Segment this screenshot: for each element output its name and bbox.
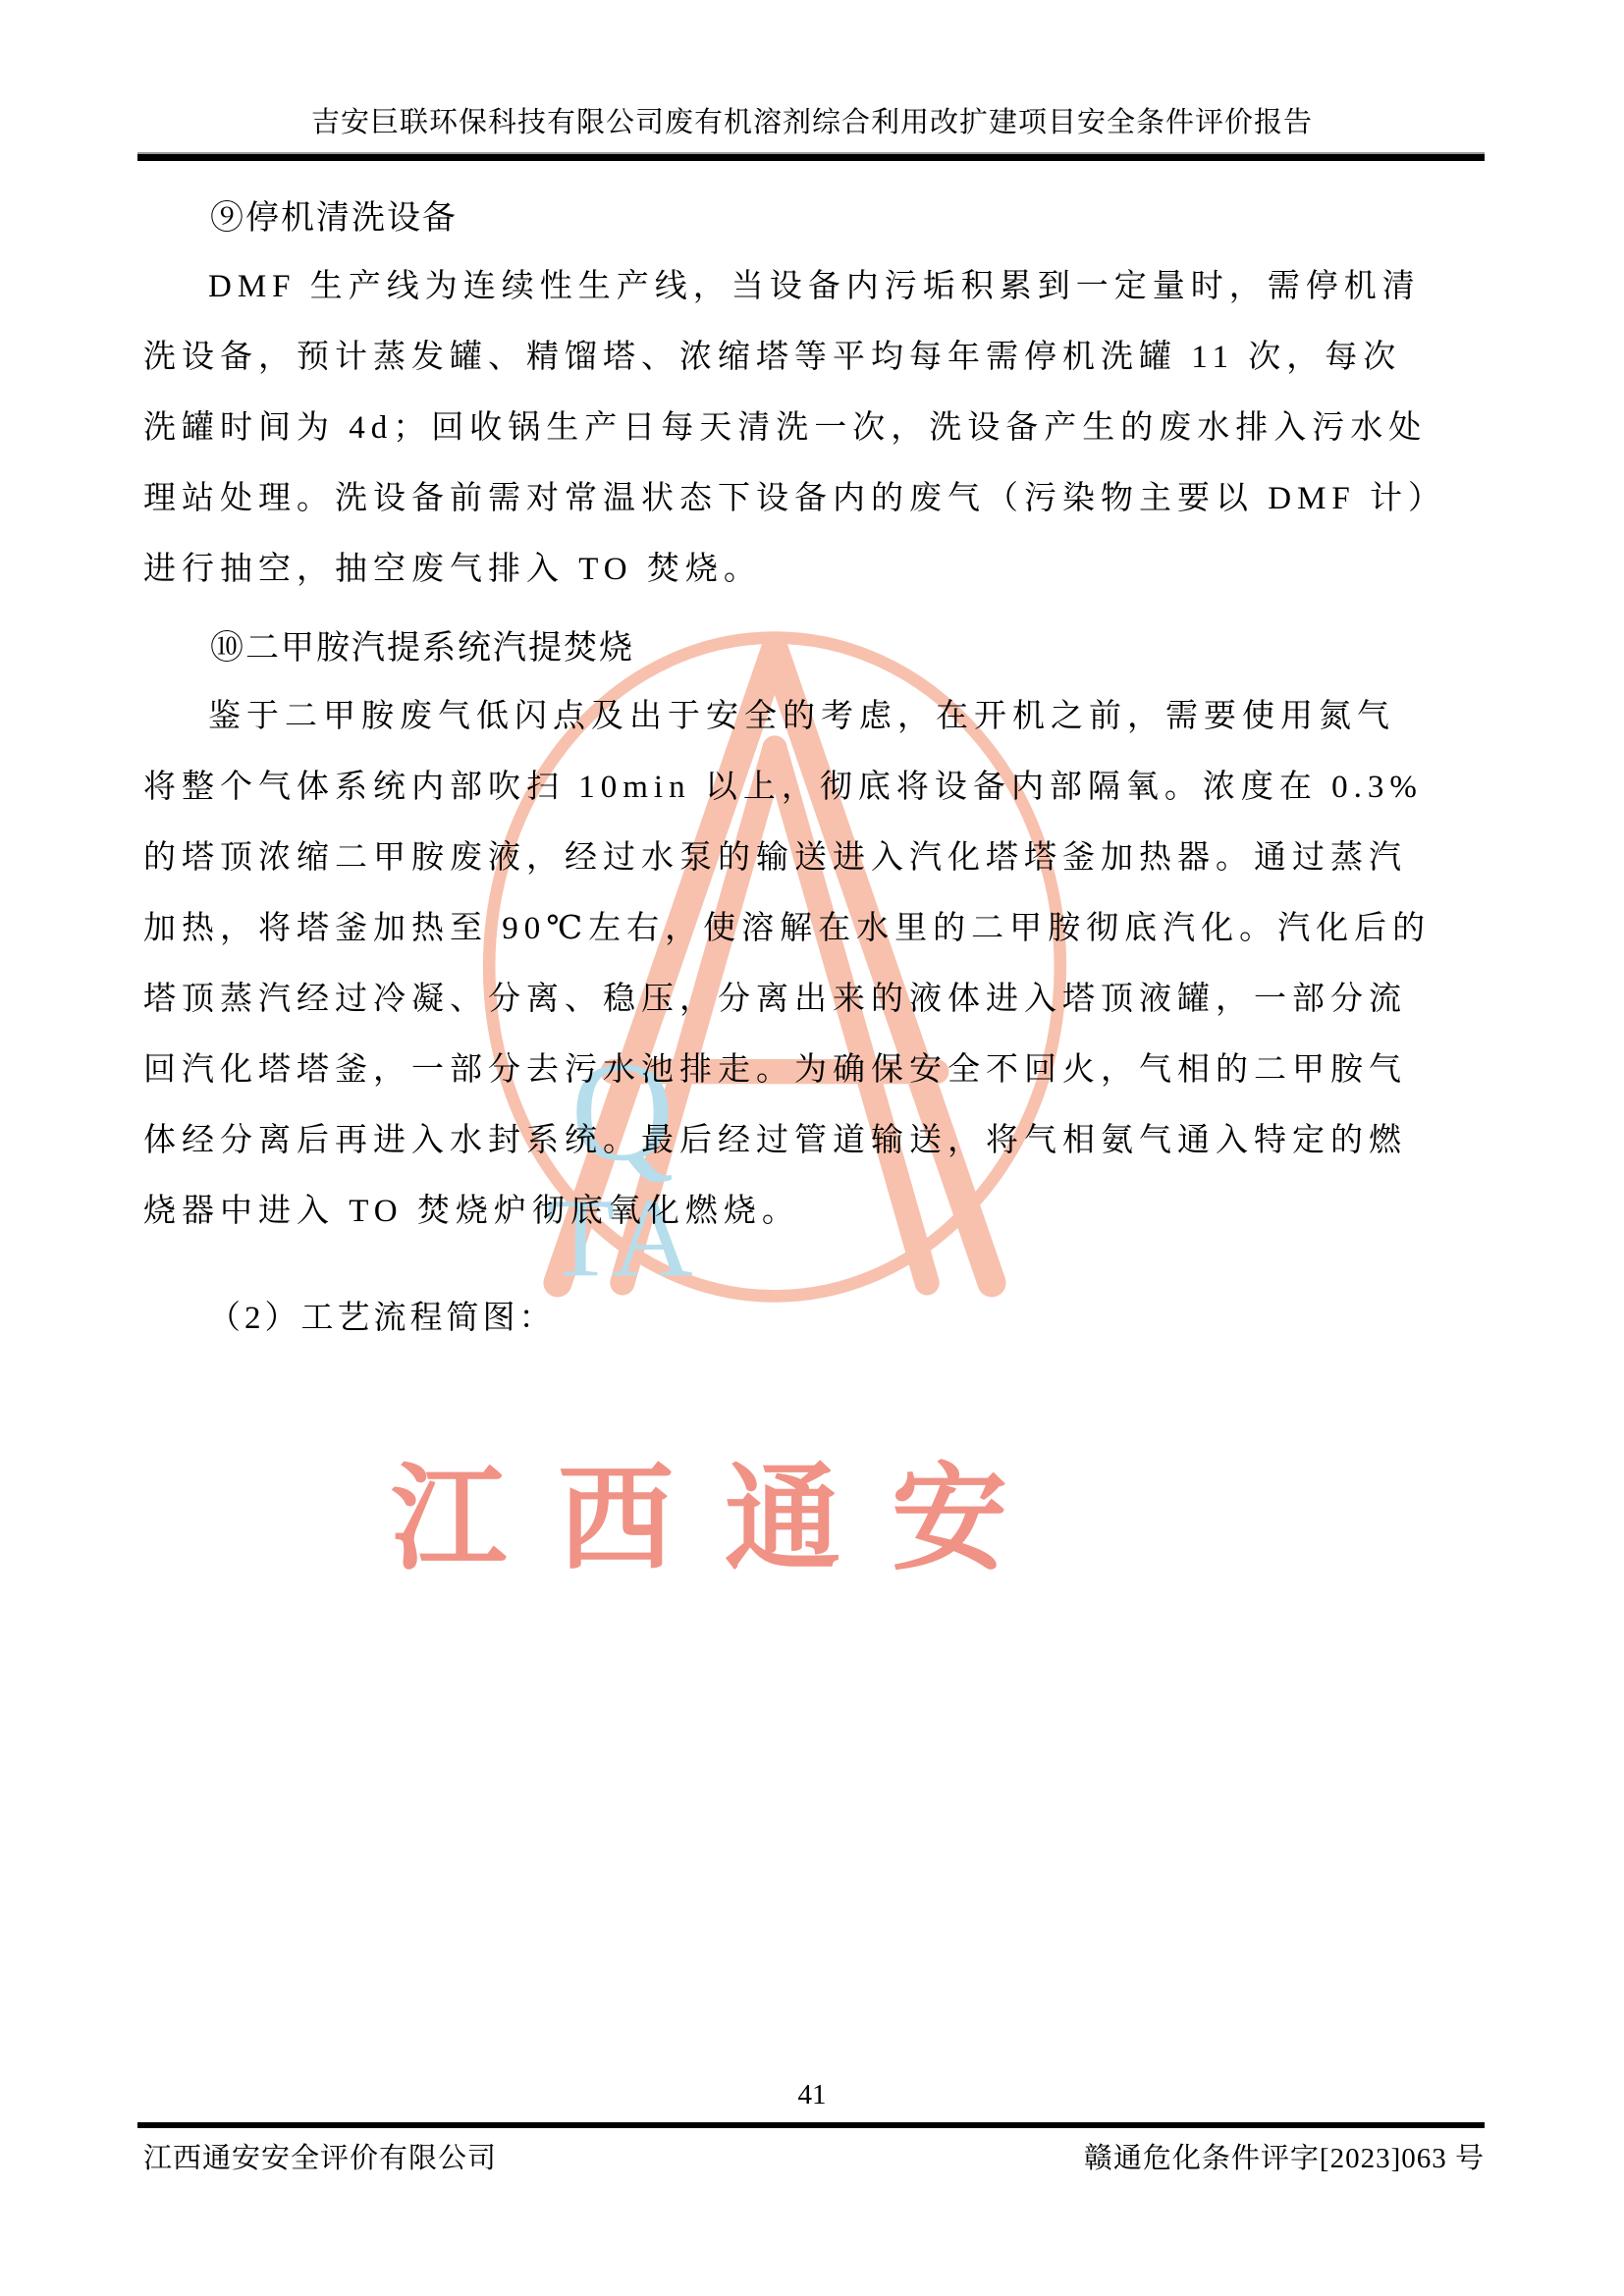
header-rule-divider: [137, 152, 1485, 161]
footer-rule-divider: [137, 2122, 1485, 2128]
watermark-brand-text: 江西通安: [391, 1456, 1059, 1584]
footer-row: [143, 2136, 1485, 2176]
page-number: 41: [797, 2079, 827, 2110]
paragraph-line: 回汽化塔塔釜，一部分去污水池排走。为确保安全不回火，气相的二甲胺气: [143, 1052, 1407, 1088]
watermark-letters-ta: TA: [546, 1175, 699, 1301]
paragraph-line: 塔顶蒸汽经过冷凝、分离、稳压，分离出来的液体进入塔顶液罐，一部分流: [143, 982, 1407, 1017]
paragraph-line: 洗罐时间为 4d；回收锅生产日每天清洗一次，洗设备产生的废水排入污水处: [143, 410, 1428, 446]
paragraph-line: 理站处理。洗设备前需对常温状态下设备内的废气（污染物主要以 DMF 计）: [143, 481, 1447, 516]
paragraph-line: 烧器中进入 TO 焚烧炉彻底氧化燃烧。: [143, 1194, 800, 1229]
paragraph-line: 加热，将塔釜加热至 90℃左右，使溶解在水里的二甲胺彻底汽化。汽化后的: [143, 911, 1432, 946]
paragraph-line: 体经分离后再进入水封系统。最后经过管道输送，将气相氨气通入特定的燃: [143, 1123, 1407, 1158]
paragraph-line: 将整个气体系统内部吹扫 10min 以上，彻底将设备内部隔氧。浓度在 0.3%: [143, 770, 1423, 805]
watermark-letter-q: Q: [570, 1032, 675, 1191]
footer-company-name: 江西通安安全评价有限公司: [143, 2143, 498, 2174]
paragraph-10: [143, 681, 1487, 1247]
section-heading-9: ⑨停机清洗设备: [210, 200, 458, 237]
section-heading-10: ⑩二甲胺汽提系统汽提焚烧: [210, 630, 634, 667]
footer-doc-number: 赣通危化条件评字[2023]063 号: [1083, 2143, 1485, 2174]
paragraph-9: [143, 251, 1487, 605]
header-title: 吉安巨联环保科技有限公司废有机溶剂综合利用改扩建项目安全条件评价报告: [310, 107, 1313, 138]
paragraph-line: 进行抽空，抽空废气排入 TO 焚烧。: [143, 552, 762, 587]
paragraph-line: 的塔顶浓缩二甲胺废液，经过水泵的输送进入汽化塔塔釜加热器。通过蒸汽: [143, 840, 1407, 876]
paragraph-line: DMF 生产线为连续性生产线，当设备内污垢积累到一定量时，需停机清: [208, 269, 1421, 304]
subheading-process-diagram: （2）工艺流程简图：: [208, 1301, 556, 1336]
paragraph-line: 鉴于二甲胺废气低闪点及出于安全的考虑，在开机之前，需要使用氮气: [208, 699, 1395, 734]
main-text: [143, 187, 1487, 1351]
paragraph-line: 洗设备，预计蒸发罐、精馏塔、浓缩塔等平均每年需停机洗罐 11 次，每次: [143, 340, 1402, 375]
